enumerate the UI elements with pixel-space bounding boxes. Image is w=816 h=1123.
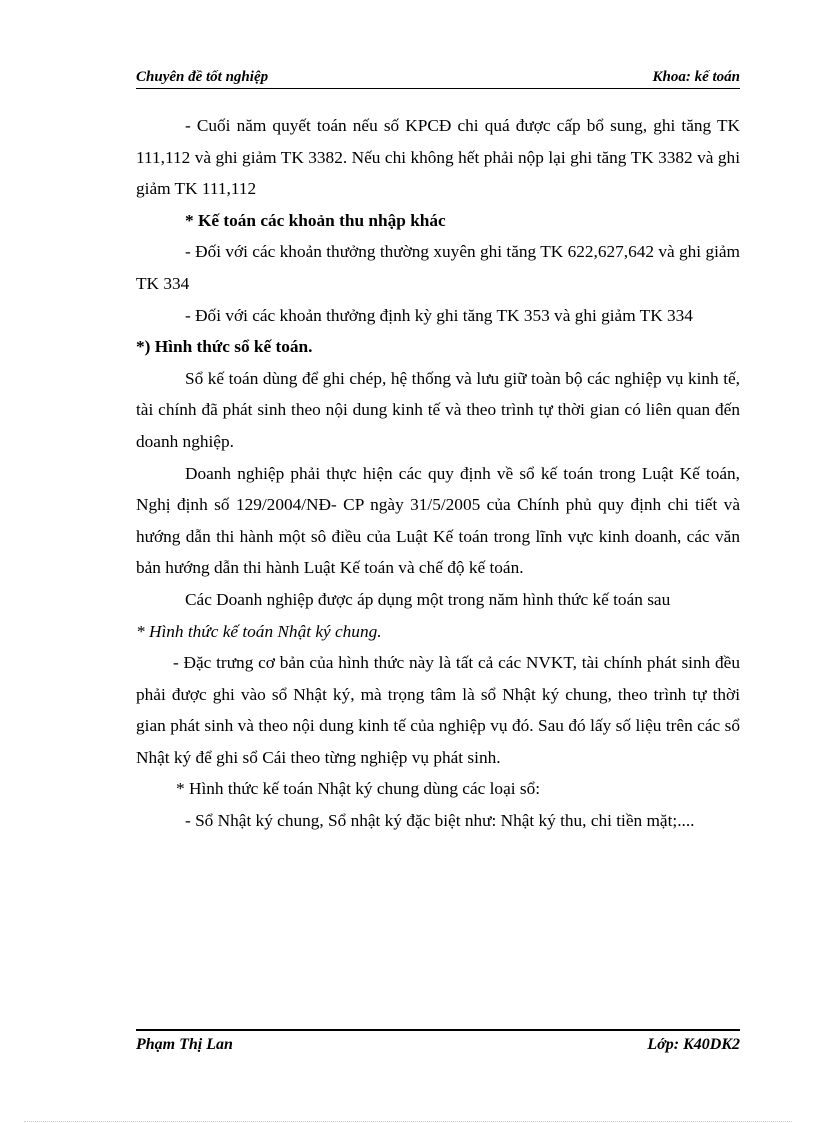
- section-heading-general-journal: * Hình thức kế toán Nhật ký chung.: [136, 621, 382, 641]
- paragraph-kpcd-settlement: - Cuối năm quyết toán nếu số KPCĐ chi quá được cấp bổ sung, ghi tăng TK 111,112 và ghi giảm TK 3382. Nếu chi không hết phải nộp lại ghi tăng TK 3382 và ghi giảm TK 111,112: [136, 116, 740, 199]
- paragraph-ledger-definition: Sổ kế toán dùng để ghi chép, hệ thống và lưu giữ toàn bộ các nghiệp vụ kinh tế, tài chính đã phát sinh theo nội dung kinh tế và theo trình tự thời gian có liên quan đến doanh nghiệp.: [136, 368, 740, 451]
- paragraph-journal-books: - Sổ Nhật ký chung, Sổ nhật ký đặc biệt như: Nhật ký thu, chi tiền mặt;....: [185, 811, 695, 831]
- footer-class: Lớp: K40DK2: [647, 1036, 740, 1053]
- paragraph-general-journal-features: - Đặc trưng cơ bản của hình thức này là tất cả các NVKT, tài chính phát sinh đều phải được ghi vào sổ Nhật ký, mà trọng tâm là sổ Nhật ký chung, theo trình tự thời gian phát sinh và theo nội dung kinh tế của nghiệp vụ đó. Sau đó lấy số liệu trên các sổ Nhật ký để ghi sổ Cái theo từng nghiệp vụ phát sinh.: [136, 653, 740, 767]
- page-footer: [136, 1029, 740, 1053]
- header-department: Khoa: kế toán: [652, 69, 740, 85]
- paragraph-regular-bonus: - Đối với các khoản thưởng thường xuyên ghi tăng TK 622,627,642 và ghi giảm TK 334: [136, 242, 740, 293]
- page-header: [136, 68, 740, 89]
- section-heading-ledger-form: *) Hình thức sổ kế toán.: [136, 337, 313, 357]
- paragraph-book-types: * Hình thức kế toán Nhật ký chung dùng các loại sổ:: [176, 779, 541, 799]
- paragraph-five-forms: Các Doanh nghiệp được áp dụng một trong năm hình thức kế toán sau: [185, 589, 671, 609]
- footer-author: Phạm Thị Lan: [136, 1036, 233, 1053]
- paragraph-periodic-bonus: - Đối với các khoản thưởng định kỳ ghi tăng TK 353 và ghi giảm TK 334: [185, 305, 693, 325]
- page-edge-divider: [24, 1121, 792, 1122]
- document-body: [136, 110, 740, 837]
- paragraph-regulations: Doanh nghiệp phải thực hiện các quy định về sổ kế toán trong Luật Kế toán, Nghị định số 129/2004/NĐ- CP ngày 31/5/2005 của Chính phủ quy định chi tiết và hướng dẫn thi hành một sô điều của Luật Kế toán trong lĩnh vực kinh doanh, các văn bản hướng dẫn thi hành Luật Kế toán và chế độ kế toán.: [136, 463, 740, 578]
- header-title: Chuyên đề tốt nghiệp: [136, 69, 269, 85]
- section-heading-other-income: * Kế toán các khoản thu nhập khác: [185, 210, 446, 230]
